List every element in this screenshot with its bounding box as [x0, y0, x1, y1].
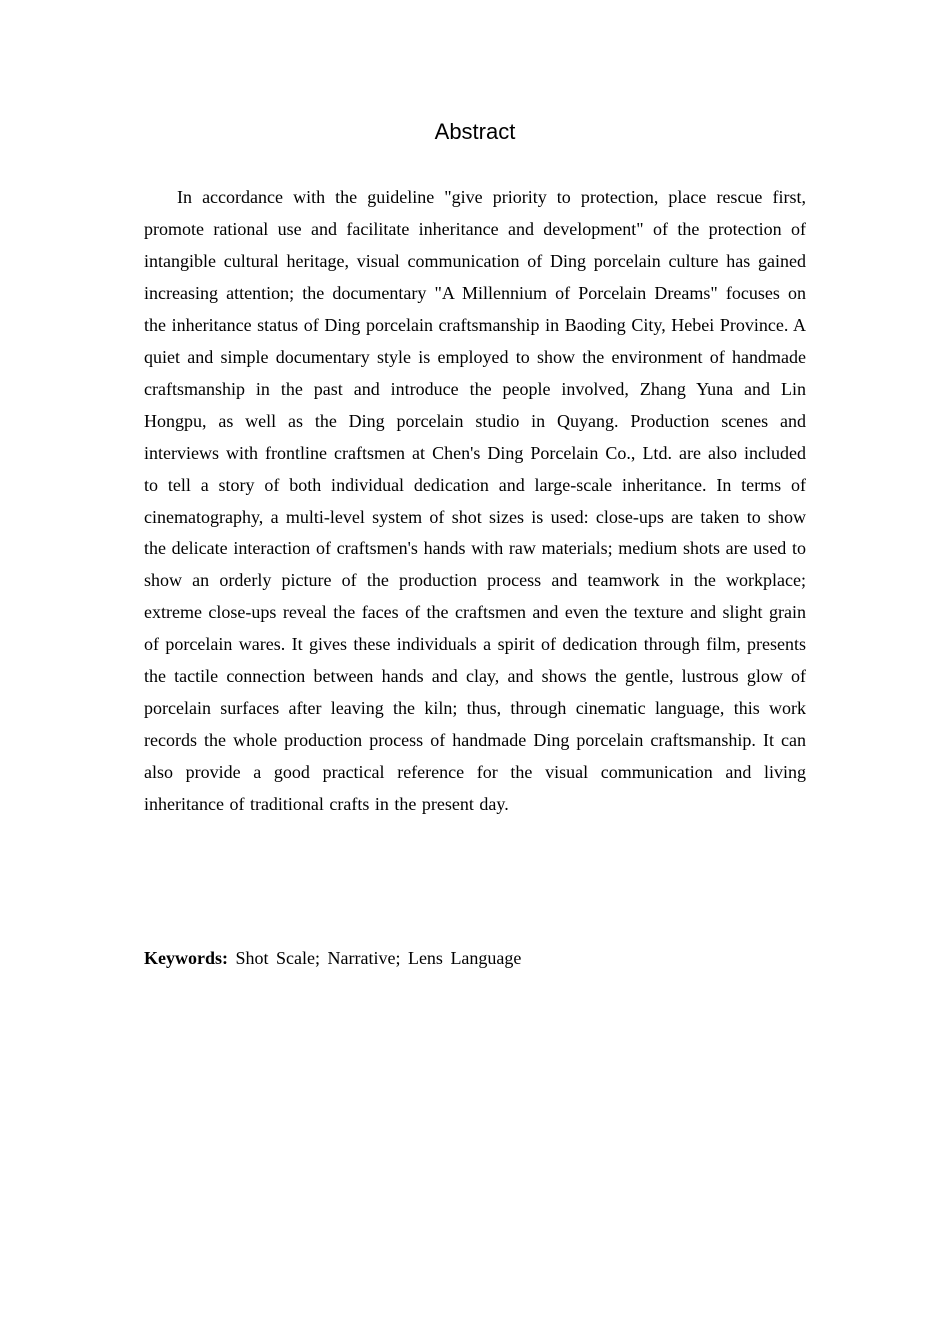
keywords-label: Keywords:: [144, 948, 228, 968]
abstract-paragraph: In accordance with the guideline "give priority to protection, place rescue first, promote rational use and facilitate inheritance and development" of the protection of intangible cultural heritage, visual communication of Ding porcelain culture has gained increasing attention; the documentary "A Millennium of Porcelain Dreams" focuses on the inheritance status of Ding porcelain craftsmanship in Baoding City, Hebei Province. A quiet and simple documentary style is employed to show the environment of handmade craftsmanship in the past and introduce the people involved, Zhang Yuna and Lin Hongpu, as well as the Ding porcelain studio in Quyang. Production scenes and interviews with frontline craftsmen at Chen's Ding Porcelain Co., Ltd. are also included to tell a story of both individual dedication and large-scale inheritance. In terms of cinematography, a multi-level system of shot sizes is used: close-ups are taken to show the delicate interaction of craftsmen's hands with raw materials; medium shots are used to show an orderly picture of the production process and teamwork in the workplace; extreme close-ups reveal the faces of the craftsmen and even the texture and slight grain of porcelain wares. It gives these individuals a spirit of dedication through film, presents the tactile connection between hands and clay, and shows the gentle, lustrous glow of porcelain surfaces after leaving the kiln; thus, through cinematic language, this work records the whole production process of handmade Ding porcelain craftsmanship. It can also provide a good practical reference for the visual communication and living inheritance of traditional crafts in the present day.: [144, 187, 806, 815]
keywords-line: [144, 942, 806, 974]
keywords-value: Shot Scale; Narrative; Lens Language: [235, 948, 522, 968]
abstract-title: Abstract: [434, 119, 516, 144]
